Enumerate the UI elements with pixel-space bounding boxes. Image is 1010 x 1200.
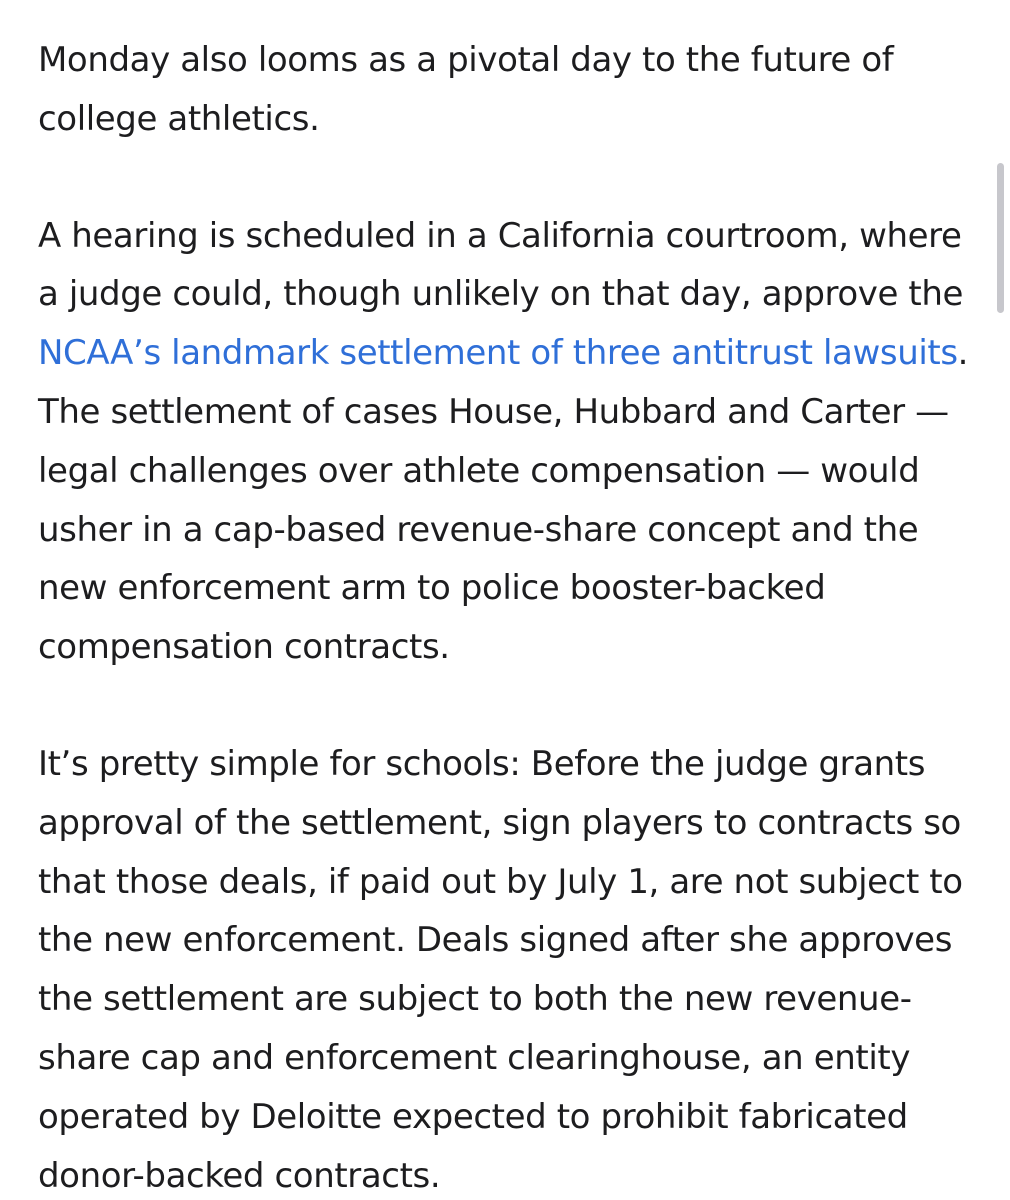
paragraph-2-text-before: A hearing is scheduled in a California courtroom, where a judge could, though unlikely on that day, approve the	[38, 215, 963, 315]
paragraph-1	[38, 31, 978, 149]
paragraph-2	[38, 207, 978, 677]
paragraph-3	[38, 735, 978, 1200]
paragraph-1-text: Monday also looms as a pivotal day to the future of college athletics.	[38, 40, 894, 139]
vertical-scrollbar[interactable]	[997, 163, 1004, 313]
article-body	[38, 31, 978, 1200]
paragraph-3-text: It’s pretty simple for schools: Before the judge grants approval of the settlement, sign players to contracts so that those deals, if paid out by July 1, are not subject to the new enforcement. Deals signed after she approves the settlement are subject to both the new revenue-share cap and enforcement clearinghouse, an entity operated by Deloitte expected to prohibit fabricated donor-backed contracts.	[38, 743, 963, 1196]
paragraph-2-text-after: . The settlement of cases House, Hubbard and Carter — legal challenges over athlete compensation — would usher in a cap-based revenue-share concept and the new enforcement arm to police booster-backed compensation contracts.	[38, 333, 969, 668]
settlement-link[interactable]: NCAA’s landmark settlement of three antitrust lawsuits	[38, 333, 958, 374]
